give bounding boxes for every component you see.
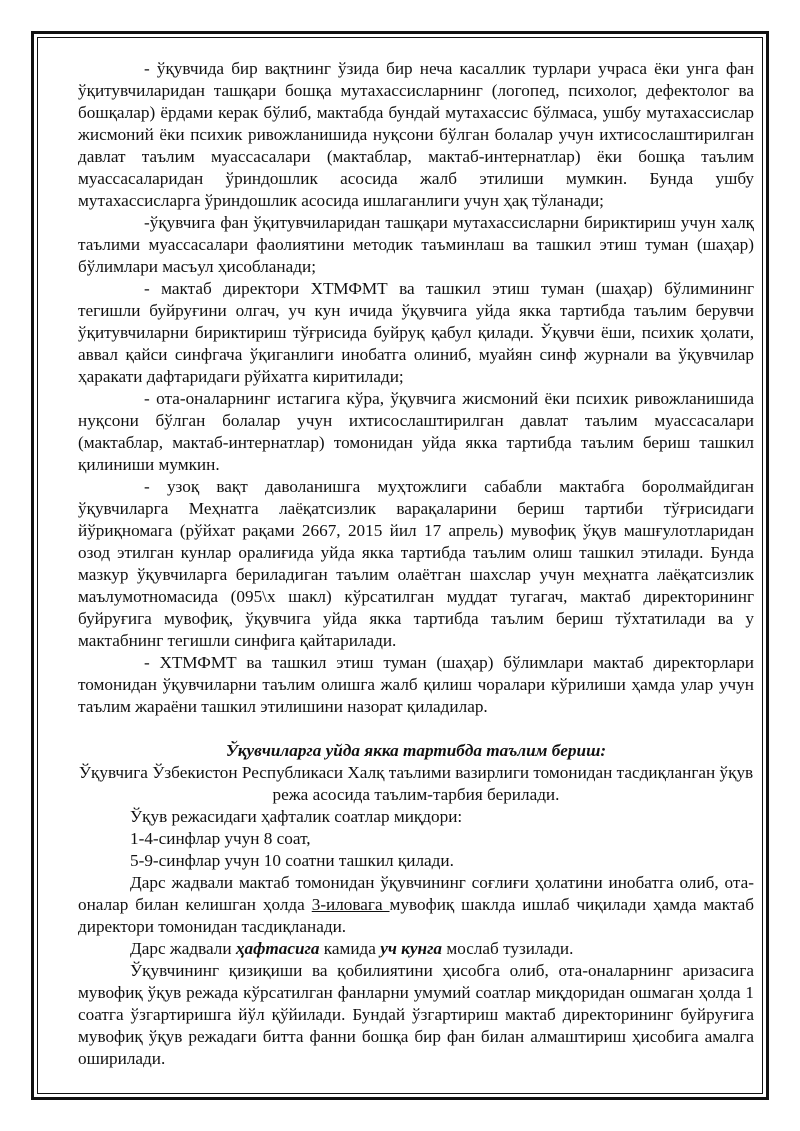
hours-line-2: 5-9-синфлар учун 10 соатни ташкил қилади. <box>130 851 454 870</box>
appendix-3-link[interactable]: 3-иловага <box>311 895 390 914</box>
weekly-emphasis-days: уч кунга <box>380 939 443 958</box>
paragraph-4: - ота-оналарнинг истагига кўра, ўқувчига жисмоний ёки психик ривожланишида нуқсони бўлган болалар учун ихтисослаштирилган давлат таълим муассасалари (мактаблар, мактаб-интернатлар) томонидан уйда якка тартибда таълим бериш ташкил қилиниши мумкин. <box>78 389 754 474</box>
spacer <box>78 718 754 740</box>
schedule-text-b: мувофиқ шаклда ишлаб чиқилади ҳамда мактаб директори томонидан тасдиқланади. <box>78 895 754 936</box>
section-heading: Ўқувчиларга уйда якка тартибда таълим бериш: <box>225 741 607 760</box>
schedule-paragraph <box>78 872 754 938</box>
paragraph-3: - мактаб директори ХТМФМТ ва ташкил этиш туман (шаҳар) бўлимининг тегишли буйруғини олгач, уч кун ичида ўқувчига уйда якка тартибда таълим берувчи ўқитувчиларни бириктириш тўғрисида буйруқ қабул қилади. Ўқувчи ёши, психик ҳолати, аввал қайси синфгача ўқиганлиги инобатга олиниб, муайян синф журнали ва ўқувчилар ҳаракати дафтаридаги рўйхатга киритилади; <box>78 279 754 386</box>
weekly-text-a: Дарс жадвали <box>130 939 236 958</box>
schedule-text-a: Дарс жадвали мактаб томонидан ўқувчининг соғлиғи ҳолатини инобатга олиб, ота-оналар билан келишган ҳолда <box>78 873 754 914</box>
weekly-text-c: камида <box>319 939 381 958</box>
weekly-text-e: мослаб тузилади. <box>442 939 574 958</box>
paragraph-1: - ўқувчида бир вақтнинг ўзида бир неча касаллик турлари учраса ёки унга фан ўқитувчиларидан ташқари бошқа мутахассисларнинг (логопед, психолог, дефектолог ва бошқалар) ёрдами керак бўлиб, мактабда бундай мутахассис бўлмаса, ушбу мутахассислар жисмоний ёки психик ривожланишида нуқсони бўлган болалар учун ихтисослаштирилган давлат таълим муассасалари (мактаблар, мактаб-интернатлар) ёки бошқа таълим муассасаларидан ўриндошлик асосида жалб этилиши мумкин. Бунда ушбу мутахассисларга ўриндошлик асосида ишлаганлиги учун ҳақ тўланади; <box>78 59 754 210</box>
hours-title: Ўқув режасидаги ҳафталик соатлар миқдори: <box>130 807 463 826</box>
paragraph-6: - ХТМФМТ ва ташкил этиш туман (шаҳар) бўлимлари мактаб директорлари томонидан ўқувчиларни таълим олишга жалб қилиш чоралари кўрилиши ҳамда улар учун таълим жараёни ташкил этилишини назорат қиладилар. <box>78 653 754 716</box>
paragraph-2: -ўқувчига фан ўқитувчиларидан ташқари мутахассисларни бириктириш учун халқ таълими муассасалари фаолиятини методик таъминлаш ва ташкил этиш туман (шаҳар) бўлимлари масъул ҳисобланади; <box>78 213 754 276</box>
paragraph-5: - узоқ вақт даволанишга муҳтожлиги сабабли мактабга боролмайдиган ўқувчиларга Меҳнатга лаёқатсизлик варақаларини бериш тартиби тўғрисидаги йўриқномага (рўйхат рақами 2667, 2015 йил 17 апрель) мувофиқ ўқув машғулотларидан озод этилган кунлар оралиғида уйда якка тартибда таълим олиш ташкил этилади. Бунда мазкур ўқувчиларга бериладиган таълим олаётган шахслар учун меҳнатга лаёқатсизлик маълумотномасида (095\х шакл) кўрсатилган муддат тугагач, мактаб директорининг буйруғига мувофиқ, ўқувчига уйда якка тартибда таълим бериш тўхтатилади ва у мактабнинг тегишли синфига қайтарилади. <box>78 477 754 650</box>
hours-line-1: 1-4-синфлар учун 8 соат, <box>130 829 311 848</box>
last-paragraph: Ўқувчининг қизиқиши ва қобилиятини ҳисобга олиб, ота-оналарнинг аризасига мувофиқ ўқув режада кўрсатилган фанларни умумий соатлар миқдоридан ошмаган ҳолда 1 соатга ўзгартиришга йўл қўйилади. Бундай ўзгартириш мактаб директорининг буйруғига мувофиқ ўқув режадаги битта фанни бошқа бир фан билан алмаштириш ҳисобига амалга оширилади. <box>78 961 754 1068</box>
section-intro: Ўқувчига Ўзбекистон Республикаси Халқ таълими вазирлиги томонидан тасдиқланган ўқув режа асосида таълим-тарбия берилади. <box>78 763 754 804</box>
weekly-paragraph <box>78 938 754 960</box>
document-body <box>78 58 754 1070</box>
weekly-emphasis-week: ҳафтасига <box>235 939 320 958</box>
